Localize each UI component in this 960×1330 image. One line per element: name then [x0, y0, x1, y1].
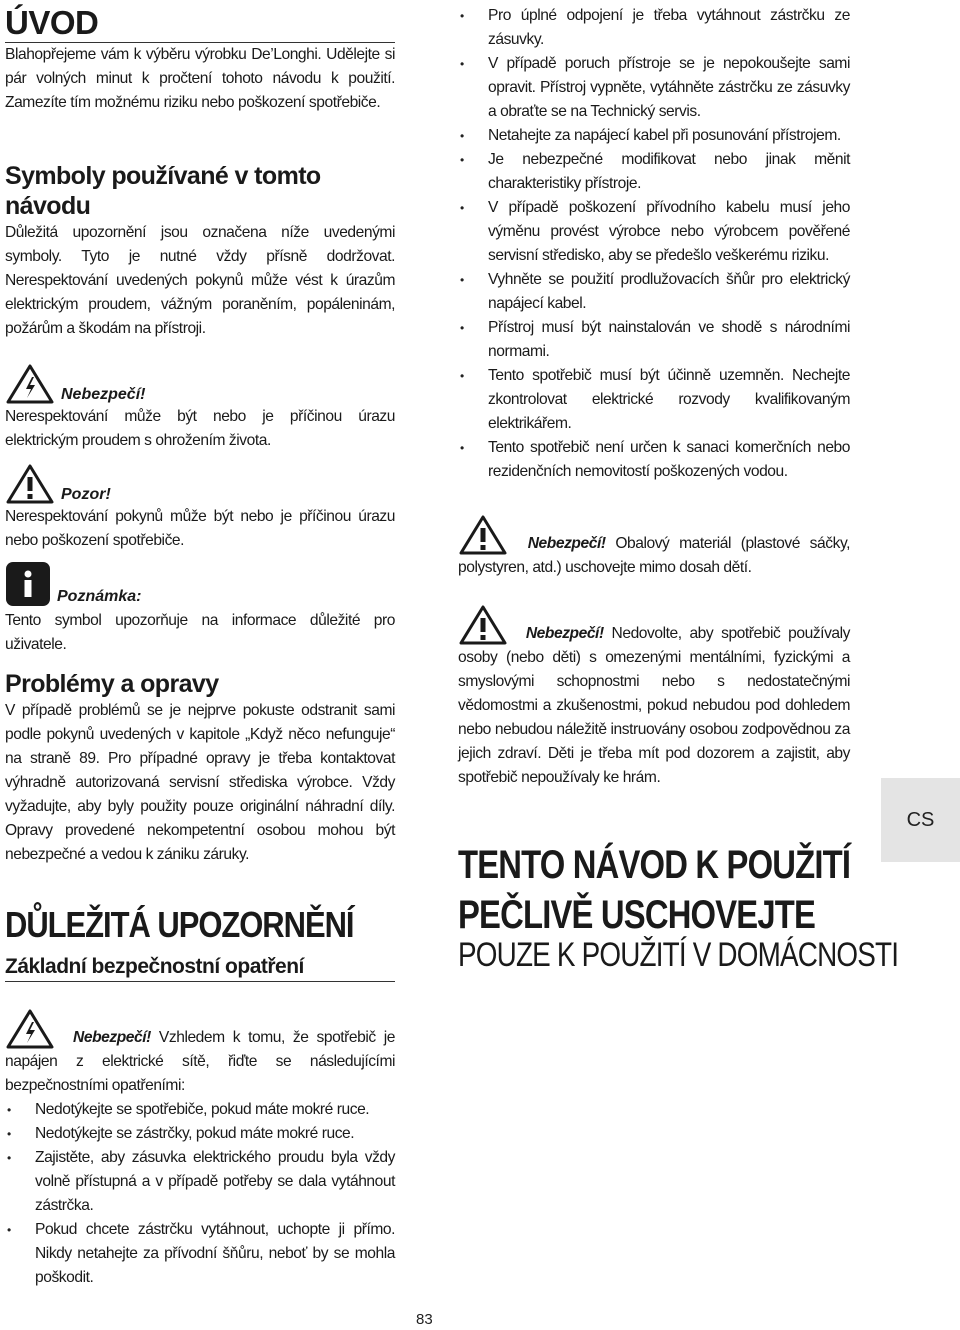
list-item: • Zajistěte, aby zásuvka elektrického proudu byla vždy volně přístupná a v případě potřeby se dala vytáhnout zástrčka. — [5, 1146, 395, 1218]
problems-title: Problémy a opravy — [5, 670, 219, 698]
page-number: 83 — [416, 1311, 433, 1328]
symbols-title: Symboly používané v tomto návodu — [5, 162, 321, 220]
electric-hazard-icon — [5, 363, 55, 405]
electric-danger-paragraph — [5, 1008, 395, 1098]
electric-danger-label: Nebezpečí! — [73, 1029, 151, 1046]
exclamation-warning-icon — [5, 463, 55, 505]
keep-manual-line-2: PEČLIVĚ USCHOVEJTE — [458, 893, 816, 937]
list-item: • Je nebezpečné modifikovat nebo jinak měnit charakteristiky přístroje. — [458, 148, 850, 196]
right-column — [458, 4, 850, 790]
note-label: Poznámka: — [57, 588, 142, 605]
language-tab: CS — [881, 778, 960, 862]
persons-warning-text: Nedovolte, aby spotřebič používaly osoby (nebo děti) s omezenými mentálními, fyzickými a smyslovými schopnostmi nebo s nedostatečnými vědomostmi a zkušenostmi, pokud nebudou pod dohledem nebo nebudou náležitě instruovány osobou zodpovědnou za jejich zdraví. Děti je třeba mít pod dozorem a zajistit, aby spotřebič nepoužívaly ke hrám. — [458, 625, 850, 786]
persons-warning-label: Nebezpečí! — [525, 625, 604, 642]
persons-warning — [458, 604, 850, 790]
left-column — [5, 4, 395, 982]
intro-text: Blahopřejeme vám k výběru výrobku De’Longhi. Udělejte si pár volných minut k pročtení tohoto návodu k použití. Zamezíte tím možnému riziku nebo poškození spotřebiče. — [5, 46, 395, 111]
caution-text: Nerespektování pokynů může být nebo je příčinou úrazu nebo poškození spotřebiče. — [5, 508, 395, 549]
note-heading — [5, 561, 395, 607]
intro-title: ÚVOD — [5, 4, 395, 43]
problems-text: V případě problémů se je nejprve pokuste odstranit sami podle pokynů uvedených v kapitole „Když něco nefunguje“ na straně 89. Pro případné opravy je třeba kontaktovat výhradně autorizovaná servisní střediska výrobce. Vždy vyžadujte, aby byly použity pouze originální náhradní díly. Opravy provedené nekompetentní osobou mohou být nebezpečné a vedou k zániku záruky. — [5, 702, 395, 863]
danger-label: Nebezpečí! — [61, 386, 146, 403]
packaging-warning-text: Obalový materiál (plastové sáčky, polystyren, atd.) uschovejte mimo dosah dětí. — [458, 535, 851, 576]
list-item: • Tento spotřebič musí být účinně uzemněn. Nechejte zkontrolovat elektrické rozvody kvalifikovaným elektrikářem. — [458, 364, 850, 436]
list-item: • V případě poškození přívodního kabelu musí jeho výměnu provést výrobce nebo výrobcem pověřené servisní středisko, aby se předešlo veškerému riziku. — [458, 196, 850, 268]
electric-danger-heading — [5, 363, 395, 405]
electric-hazard-icon — [5, 1008, 55, 1050]
list-item: • V případě poruch přístroje se je nepokoušejte sami opravit. Přístroj vypněte, vytáhněte zástrčku ze zásuvky a obraťte se na Technický servis. — [458, 52, 850, 124]
list-item: • Pokud chcete zástrčku vytáhnout, uchopte ji přímo. Nikdy netahejte za přívodní šňůru, neboť by se mohla poškodit. — [5, 1218, 395, 1290]
exclamation-warning-icon — [458, 604, 508, 646]
caution-label: Pozor! — [61, 486, 111, 503]
danger-text: Nerespektování může být nebo je příčinou úrazu elektrickým proudem s ohrožením života. — [5, 408, 395, 449]
packaging-warning-label: Nebezpečí! — [527, 535, 606, 552]
list-item: • Vyhněte se použití prodlužovacích šňůr pro elektrický napájecí kabel. — [458, 268, 850, 316]
list-item: • Nedotýkejte se zástrčky, pokud máte mokré ruce. — [5, 1122, 395, 1146]
safety-subtitle: Základní bezpečnostní opatření — [5, 953, 395, 982]
electric-safety-block — [5, 1008, 395, 1290]
keep-manual-line-1: TENTO NÁVOD K POUŽITÍ — [458, 843, 851, 887]
note-text: Tento symbol upozorňuje na informace důležité pro uživatele. — [5, 612, 395, 653]
symbols-text: Důležitá upozornění jsou označena níže uvedenými symboly. Tyto je nutné vždy přísně dodržovat. Nerespektování uvedených pokynů může vést k úrazům elektrickým proudem, vážným poraněním, popáleninám, požárům a škodám na přístroji. — [5, 224, 395, 337]
info-icon — [5, 561, 51, 607]
list-item: • Tento spotřebič není určen k sanaci komerčních nebo rezidenčních nemovitostí poškozených vodou. — [458, 436, 850, 484]
packaging-warning — [458, 514, 850, 580]
list-item: • Nedotýkejte se spotřebiče, pokud máte mokré ruce. — [5, 1098, 395, 1122]
safety-list — [458, 4, 850, 484]
keep-manual-title — [458, 840, 852, 940]
list-item: • Pro úplné odpojení je třeba vytáhnout zástrčku ze zásuvky. — [458, 4, 850, 52]
electric-safety-list — [5, 1098, 395, 1290]
list-item: • Netahejte za napájecí kabel při posunování přístrojem. — [458, 124, 850, 148]
important-title: DŮLEŽITÁ UPOZORNĚNÍ — [5, 904, 354, 945]
household-use-only: POUZE K POUŽITÍ V DOMÁCNOSTI — [458, 936, 899, 974]
list-item: • Přístroj musí být nainstalován ve shodě s národními normami. — [458, 316, 850, 364]
exclamation-warning-icon — [458, 514, 508, 556]
electric-danger-text: Vzhledem k tomu, že spotřebič je napájen z elektrické sítě, řiďte se následujícími bezpečnostními opatřeními: — [5, 1029, 395, 1094]
caution-heading — [5, 463, 395, 505]
